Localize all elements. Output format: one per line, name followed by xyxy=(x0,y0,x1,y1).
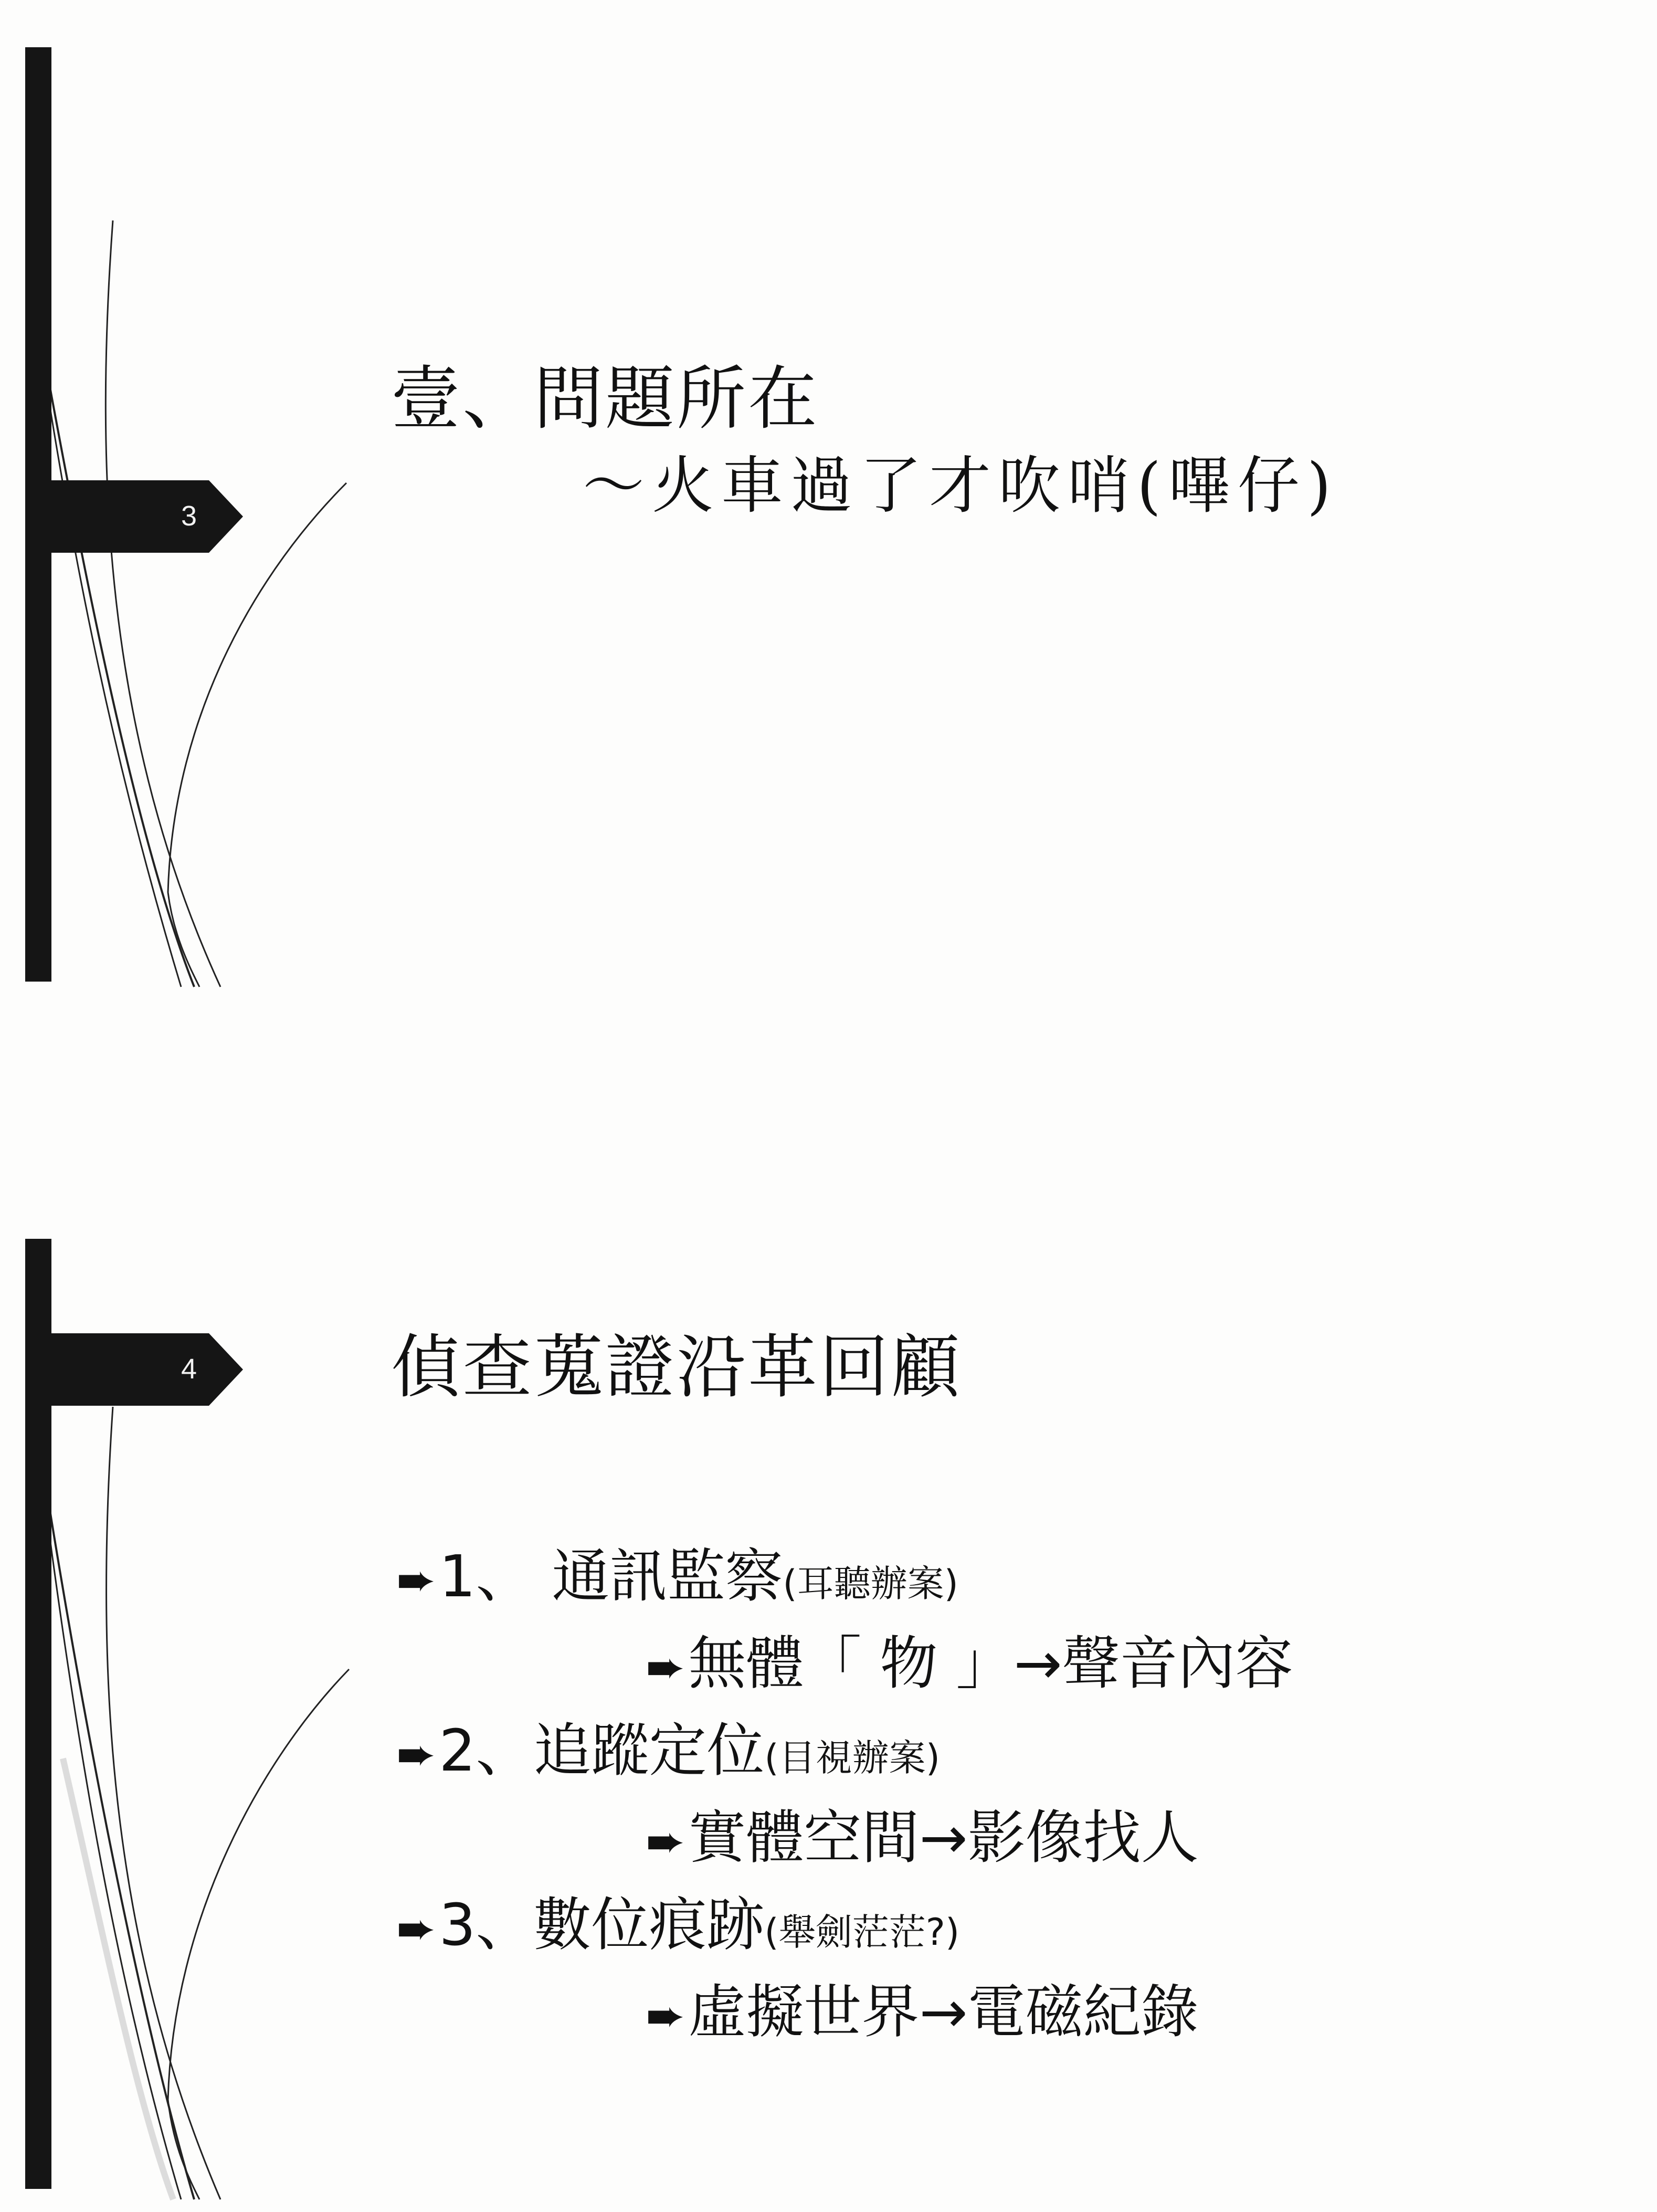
item-text: 2、追蹤定位 xyxy=(439,1717,765,1784)
slide-title: 壹、問題所在 xyxy=(391,359,819,439)
right-arrow-bullet-icon: ➨ xyxy=(396,1553,436,1608)
slide-number-tab xyxy=(51,480,243,553)
item-note: (舉劍茫茫?) xyxy=(764,1911,960,1954)
item-text: 3、數位痕跡 xyxy=(439,1891,765,1958)
bullet-list xyxy=(396,1533,1603,2056)
slide-3 xyxy=(0,0,1657,997)
item-text: 無體「 物 」→聲音內容 xyxy=(688,1630,1293,1697)
item-text: 實體空間→影像找人 xyxy=(688,1804,1199,1871)
right-arrow-bullet-icon: ➨ xyxy=(396,1901,436,1956)
vertical-bar xyxy=(25,47,51,982)
slide-title: 偵查蒐證沿革回顧 xyxy=(391,1327,962,1408)
slide-number: 3 xyxy=(181,500,197,532)
right-arrow-bullet-icon: ➨ xyxy=(646,1988,685,2044)
list-subitem-2 xyxy=(396,1794,1603,1881)
right-arrow-bullet-icon: ➨ xyxy=(646,1814,685,1869)
vertical-bar xyxy=(25,1239,51,2189)
item-note: (耳聽辦案) xyxy=(783,1562,958,1605)
slide-subtitle: ～火車過了才吹哨(嗶仔) xyxy=(583,449,1339,522)
list-subitem-3 xyxy=(396,1968,1603,2056)
list-item-2 xyxy=(396,1707,1603,1794)
item-text: 1、 通訊監察 xyxy=(439,1543,783,1610)
item-note: (目視辦案) xyxy=(764,1736,941,1779)
slide-number: 4 xyxy=(181,1353,197,1385)
list-item-1 xyxy=(396,1533,1603,1620)
right-arrow-bullet-icon: ➨ xyxy=(646,1640,685,1695)
list-subitem-1 xyxy=(396,1620,1603,1707)
slide-4 xyxy=(0,1207,1657,2212)
slide-number-tab xyxy=(51,1333,243,1406)
item-text: 虛擬世界→電磁紀錄 xyxy=(688,1978,1199,2046)
right-arrow-bullet-icon: ➨ xyxy=(396,1727,436,1782)
list-item-3 xyxy=(396,1881,1603,1968)
